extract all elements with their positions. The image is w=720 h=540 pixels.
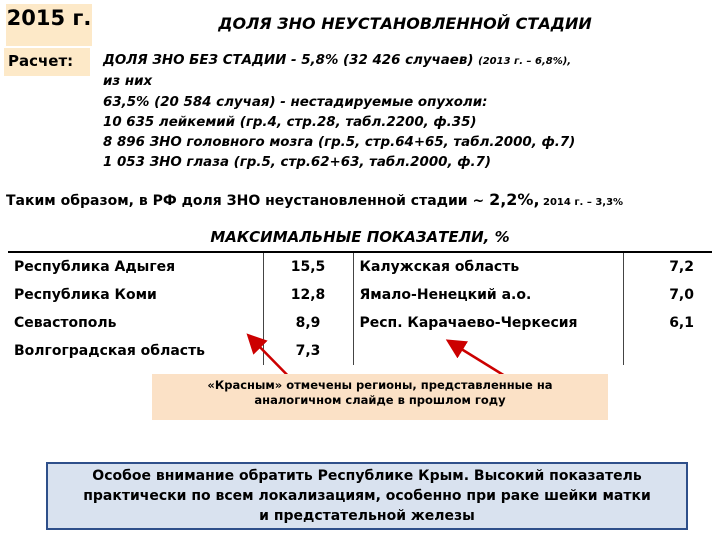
table-cell-region2: Ямало-Ненецкий а.о. <box>353 281 623 309</box>
conclusion-small: 2014 г. – 3,3% <box>539 197 624 208</box>
special-line-2: практически по всем локализациям, особенно при раке шейки матки <box>83 488 651 504</box>
calc-line-3: 63,5% (20 584 случая) - нестадируемые опухоли: <box>103 94 488 110</box>
slide-title: ДОЛЯ ЗНО НЕУСТАНОВЛЕННОЙ СТАДИИ <box>218 14 592 33</box>
calc-label: Расчет: <box>4 48 90 76</box>
calc-line-1-small: (2013 г. – 6,8%), <box>478 56 572 67</box>
note-line-2: аналогичном слайде в прошлом году <box>254 393 506 407</box>
table-cell-region2: Респ. Карачаево-Черкесия <box>353 309 623 337</box>
special-line-1: Особое внимание обратить Республике Крым. Высокий показатель <box>92 468 642 484</box>
table-cell-value2: 7,0 <box>669 287 694 303</box>
table-title: МАКСИМАЛЬНЫЕ ПОКАЗАТЕЛИ, % <box>210 228 510 246</box>
table-cell-region1: Республика Адыгея <box>8 252 263 281</box>
calc-line-4: 10 635 лейкемий (гр.4, стр.28, табл.2200, ф.35) <box>103 114 477 130</box>
table-cell-region2: Калужская область <box>353 252 623 281</box>
table-cell-value2: 7,2 <box>623 252 712 281</box>
table-cell-value1: 15,5 <box>263 252 353 281</box>
conclusion-main: Таким образом, в РФ доля ЗНО неустановленной стадии ~ <box>6 193 490 209</box>
table-cell-region1: Севастополь <box>8 309 263 337</box>
calc-line-5: 8 896 ЗНО головного мозга (гр.5, стр.64+65, табл.2000, ф.7) <box>103 135 576 151</box>
calc-line-1-main: ДОЛЯ ЗНО БЕЗ СТАДИИ - 5,8% (32 426 случаев) <box>103 53 474 68</box>
special-attention-box <box>46 462 688 530</box>
calc-line-2: из них <box>103 74 153 90</box>
table-cell-region1: Волгоградская область <box>8 337 263 365</box>
table-cell-value1: 8,9 <box>263 309 353 337</box>
table-cell-value1: 7,3 <box>263 337 353 365</box>
red-marked-note <box>152 374 608 420</box>
special-line-3: и предстательной железы <box>259 508 475 524</box>
table-cell-value1: 12,8 <box>263 281 353 309</box>
conclusion-value: 2,2%, <box>489 190 540 209</box>
note-line-1: «Красным» отмечены регионы, представленные на <box>207 378 553 392</box>
year-badge: 2015 г. <box>6 4 92 46</box>
table-cell-region1: Республика Коми <box>8 281 263 309</box>
table-cell-value2: 6,1 <box>669 315 694 331</box>
calc-line-6: 1 053 ЗНО глаза (гр.5, стр.62+63, табл.2000, ф.7) <box>103 155 492 171</box>
arrow-right <box>450 342 505 376</box>
